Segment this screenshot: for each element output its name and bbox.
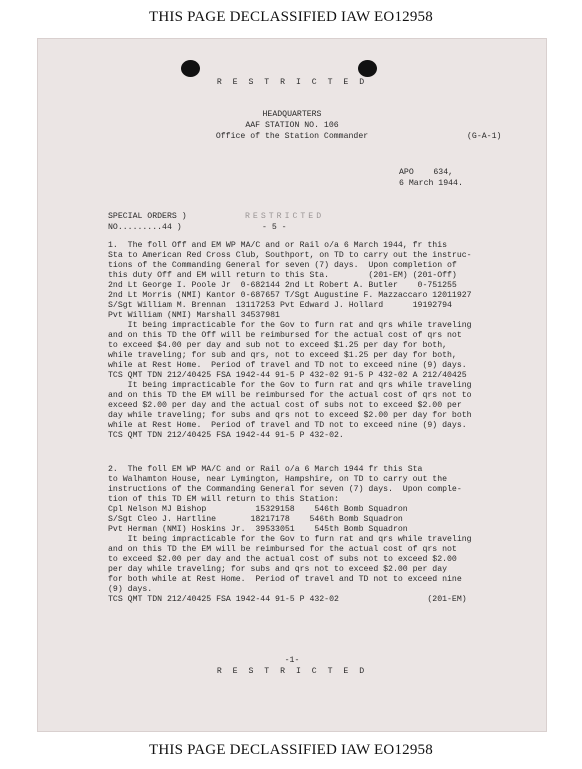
text-line: for both while at Rest Home. Period of travel and TD not to exceed nine bbox=[108, 575, 462, 584]
header-classification: R E S T R I C T E D bbox=[216, 78, 368, 87]
footer-classification: R E S T R I C T E D bbox=[216, 667, 368, 676]
text-line: this duty Off and EM will return to this Sta. (201-EM) (201-Off) bbox=[108, 271, 457, 280]
text-line: TCS QMT TDN 212/40425 FSA 1942-44 91-5 P 432-02 91-5 P 432-02 A 212/40425 bbox=[108, 371, 467, 380]
text-line: 2nd Lt Morris (NMI) Kantor 0-687657 T/Sgt Augustine F. Mazzaccaro 12011927 bbox=[108, 291, 472, 300]
document-page bbox=[37, 38, 547, 732]
text-line: instructions of the Commanding General for seven (7) days. Upon comple- bbox=[108, 485, 462, 494]
paragraph-1 bbox=[108, 241, 472, 441]
text-line: to exceed $4.00 per day and sub not to exceed $1.25 per day for both, bbox=[108, 341, 448, 350]
text-line: tion of this TD EM will return to this Station: bbox=[108, 495, 339, 504]
text-line: while traveling; for sub and qrs, not to exceed $1.25 per day for both, bbox=[108, 351, 457, 360]
text-line: per day while traveling; for subs and qrs not to exceed $2.00 per day bbox=[108, 565, 448, 574]
text-line: and on this TD the EM will be reimbursed for the actual cost of qrs not to bbox=[108, 391, 472, 400]
declassification-banner-bottom: THIS PAGE DECLASSIFIED IAW EO12958 bbox=[149, 742, 433, 758]
text-line: day while traveling; for subs and qrs not to exceed $2.00 per day for both bbox=[108, 411, 472, 420]
punch-hole-right-icon bbox=[358, 60, 377, 77]
text-line: It being impracticable for the Gov to furn rat and qrs while traveling bbox=[108, 381, 472, 390]
text-line: and on this TD the Off will be reimbursed for the actual cost of qrs not bbox=[108, 331, 462, 340]
text-line: S/Sgt William M. Brennan 13117253 Pvt Edward J. Hollard 19192794 bbox=[108, 301, 452, 310]
punch-hole-left-icon bbox=[181, 60, 200, 77]
declassification-banner-top: THIS PAGE DECLASSIFIED IAW EO12958 bbox=[149, 9, 433, 25]
text-line: while at Rest Home. Period of travel and TD not to exceed nine (9) days. bbox=[108, 361, 467, 370]
text-line: while at Rest Home. Period of travel and TD not to exceed nine (9) days. bbox=[108, 421, 467, 430]
header-office: Office of the Station Commander bbox=[215, 132, 369, 141]
orders-title: SPECIAL ORDERS ) bbox=[108, 212, 187, 221]
header-code: (G-A-1) bbox=[467, 132, 502, 141]
text-line: S/Sgt Cleo J. Hartline 18217178 546th Bomb Squadron bbox=[108, 515, 403, 524]
text-line: Sta to American Red Cross Club, Southport, on TD to carry out the instruc- bbox=[108, 251, 472, 260]
header-date: 6 March 1944. bbox=[399, 179, 463, 188]
text-line: It being impracticable for the Gov to furn rat and qrs while traveling bbox=[108, 321, 472, 330]
header-hq: HEADQUARTERS bbox=[262, 110, 322, 119]
text-line: 2nd Lt George I. Poole Jr 0-682144 2nd Lt Robert A. Butler 0-751255 bbox=[108, 281, 457, 290]
text-line: (9) days. bbox=[108, 585, 153, 594]
text-line: 1. The foll Off and EM WP MA/C and or Rail o/a 6 March 1944, fr this bbox=[108, 241, 448, 250]
text-line: to exceed $2.00 per day and the actual cost of subs not to exceed $2.00 bbox=[108, 555, 457, 564]
text-line: Pvt William (NMI) Marshall 34537981 bbox=[108, 311, 280, 320]
header-apo: APO 634, bbox=[399, 168, 454, 177]
text-line: TCS QMT TDN 212/40425 FSA 1942-44 91-5 P 432-02 (201-EM) bbox=[108, 595, 467, 604]
restricted-stamp: RESTRICTED bbox=[245, 212, 325, 221]
paragraph-2 bbox=[108, 465, 472, 605]
text-line: It being impracticable for the Gov to furn rat and qrs while traveling bbox=[108, 535, 472, 544]
orders-number: NO.........44 ) bbox=[108, 223, 182, 232]
page-marker: - 5 - bbox=[262, 223, 287, 232]
text-line: Cpl Nelson MJ Bishop 15329158 546th Bomb Squadron bbox=[108, 505, 408, 514]
text-line: to Walhamton House, near Lymington, Hampshire, on TD to carry out the bbox=[108, 475, 448, 484]
footer-page-number: -1- bbox=[284, 656, 300, 665]
header-station: AAF STATION NO. 106 bbox=[245, 121, 339, 130]
text-line: TCS QMT TDN 212/40425 FSA 1942-44 91-5 P 432-02. bbox=[108, 431, 344, 440]
text-line: tions of the Commanding General for seven (7) days. Upon completion of bbox=[108, 261, 457, 270]
text-line: and on this TD the EM will be reimbursed for the actual cost of qrs not bbox=[108, 545, 457, 554]
text-line: 2. The foll EM WP MA/C and or Rail o/a 6 March 1944 fr this Sta bbox=[108, 465, 423, 474]
text-line: Pvt Herman (NMI) Hoskins Jr. 39533051 545th Bomb Squadron bbox=[108, 525, 408, 534]
text-line: exceed $2.00 per day and the actual cost of subs not to exceed $2.00 per bbox=[108, 401, 462, 410]
